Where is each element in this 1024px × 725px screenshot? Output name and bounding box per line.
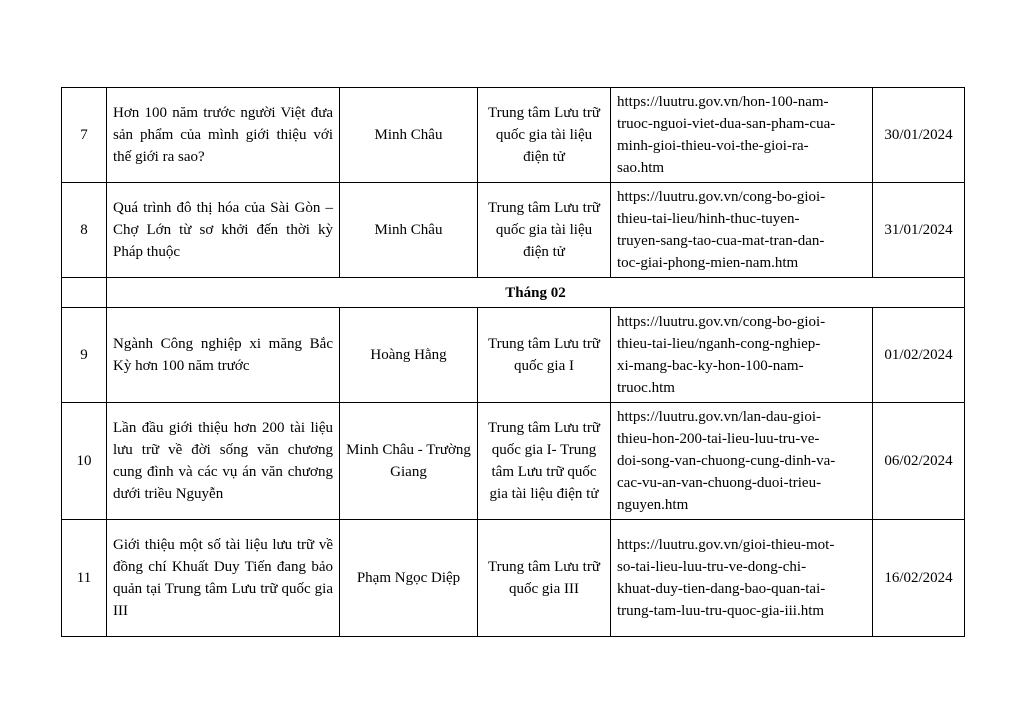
table-row — [62, 183, 965, 278]
article-link-line[interactable]: nguyen.htm — [617, 497, 689, 513]
article-link-line[interactable]: thieu-hon-200-tai-lieu-luu-tru-ve- — [617, 431, 820, 447]
table-row — [62, 308, 965, 403]
article-link-line[interactable]: truoc-nguoi-viet-dua-san-pham-cua- — [617, 116, 836, 132]
article-link-line[interactable]: trung-tam-luu-tru-quoc-gia-iii.htm — [617, 603, 825, 619]
article-author: Minh Châu — [340, 88, 478, 183]
table-row — [62, 88, 965, 183]
article-link-line[interactable]: cac-vu-an-van-chuong-duoi-trieu- — [617, 475, 822, 491]
article-link-line[interactable]: toc-giai-phong-mien-nam.htm — [617, 255, 799, 271]
article-source: Trung tâm Lưu trữ quốc gia tài liệu điện tử — [478, 183, 611, 278]
article-date: 01/02/2024 — [873, 308, 965, 403]
article-link-line[interactable]: minh-gioi-thieu-voi-the-gioi-ra- — [617, 138, 809, 154]
article-link-line[interactable]: thieu-tai-lieu/hinh-thuc-tuyen- — [617, 211, 800, 227]
article-author: Phạm Ngọc Diệp — [340, 520, 478, 637]
article-link-line[interactable]: doi-song-van-chuong-cung-dinh-va- — [617, 453, 836, 469]
article-title: Hơn 100 năm trước người Việt đưa sản phẩm của mình giới thiệu với thế giới ra sao? — [107, 88, 340, 183]
article-link[interactable] — [611, 183, 873, 278]
article-link[interactable] — [611, 403, 873, 520]
row-number: 10 — [62, 403, 107, 520]
article-link-line[interactable]: https://luutru.gov.vn/cong-bo-gioi- — [617, 189, 826, 205]
article-link-line[interactable]: thieu-tai-lieu/nganh-cong-nghiep- — [617, 336, 821, 352]
table-row — [62, 520, 965, 637]
article-author: Minh Châu - Trường Giang — [340, 403, 478, 520]
month-row-blank — [62, 278, 107, 308]
article-link-line[interactable]: https://luutru.gov.vn/cong-bo-gioi- — [617, 314, 826, 330]
article-source: Trung tâm Lưu trữ quốc gia tài liệu điện tử — [478, 88, 611, 183]
month-header: Tháng 02 — [107, 278, 965, 308]
article-author: Hoàng Hằng — [340, 308, 478, 403]
article-link[interactable] — [611, 520, 873, 637]
article-link[interactable] — [611, 308, 873, 403]
table-row — [62, 403, 965, 520]
article-link[interactable] — [611, 88, 873, 183]
article-link-line[interactable]: https://luutru.gov.vn/gioi-thieu-mot- — [617, 537, 835, 553]
article-link-line[interactable]: sao.htm — [617, 160, 665, 176]
publication-table — [61, 87, 965, 637]
article-link-line[interactable]: xi-mang-bac-ky-hon-100-nam- — [617, 358, 804, 374]
article-date: 30/01/2024 — [873, 88, 965, 183]
article-source: Trung tâm Lưu trữ quốc gia III — [478, 520, 611, 637]
row-number: 8 — [62, 183, 107, 278]
article-title: Giới thiệu một số tài liệu lưu trữ về đồng chí Khuất Duy Tiến đang bảo quản tại Trung tâm Lưu trữ quốc gia III — [107, 520, 340, 637]
article-title: Lần đầu giới thiệu hơn 200 tài liệu lưu trữ về đời sống văn chương cung đình và các vụ án văn chương dưới triều Nguyễn — [107, 403, 340, 520]
month-row — [62, 278, 965, 308]
article-date: 31/01/2024 — [873, 183, 965, 278]
article-date: 16/02/2024 — [873, 520, 965, 637]
row-number: 11 — [62, 520, 107, 637]
article-author: Minh Châu — [340, 183, 478, 278]
article-title: Quá trình đô thị hóa của Sài Gòn – Chợ Lớn từ sơ khởi đến thời kỳ Pháp thuộc — [107, 183, 340, 278]
article-date: 06/02/2024 — [873, 403, 965, 520]
article-title: Ngành Công nghiệp xi măng Bắc Kỳ hơn 100 năm trước — [107, 308, 340, 403]
article-link-line[interactable]: https://luutru.gov.vn/hon-100-nam- — [617, 94, 829, 110]
article-link-line[interactable]: truyen-sang-tao-cua-mat-tran-dan- — [617, 233, 825, 249]
article-link-line[interactable]: so-tai-lieu-luu-tru-ve-dong-chi- — [617, 559, 807, 575]
article-source: Trung tâm Lưu trữ quốc gia I — [478, 308, 611, 403]
article-link-line[interactable]: truoc.htm — [617, 380, 675, 396]
article-link-line[interactable]: khuat-duy-tien-dang-bao-quan-tai- — [617, 581, 826, 597]
row-number: 7 — [62, 88, 107, 183]
article-link-line[interactable]: https://luutru.gov.vn/lan-dau-gioi- — [617, 409, 822, 425]
article-source: Trung tâm Lưu trữ quốc gia I- Trung tâm Lưu trữ quốc gia tài liệu điện tử — [478, 403, 611, 520]
row-number: 9 — [62, 308, 107, 403]
